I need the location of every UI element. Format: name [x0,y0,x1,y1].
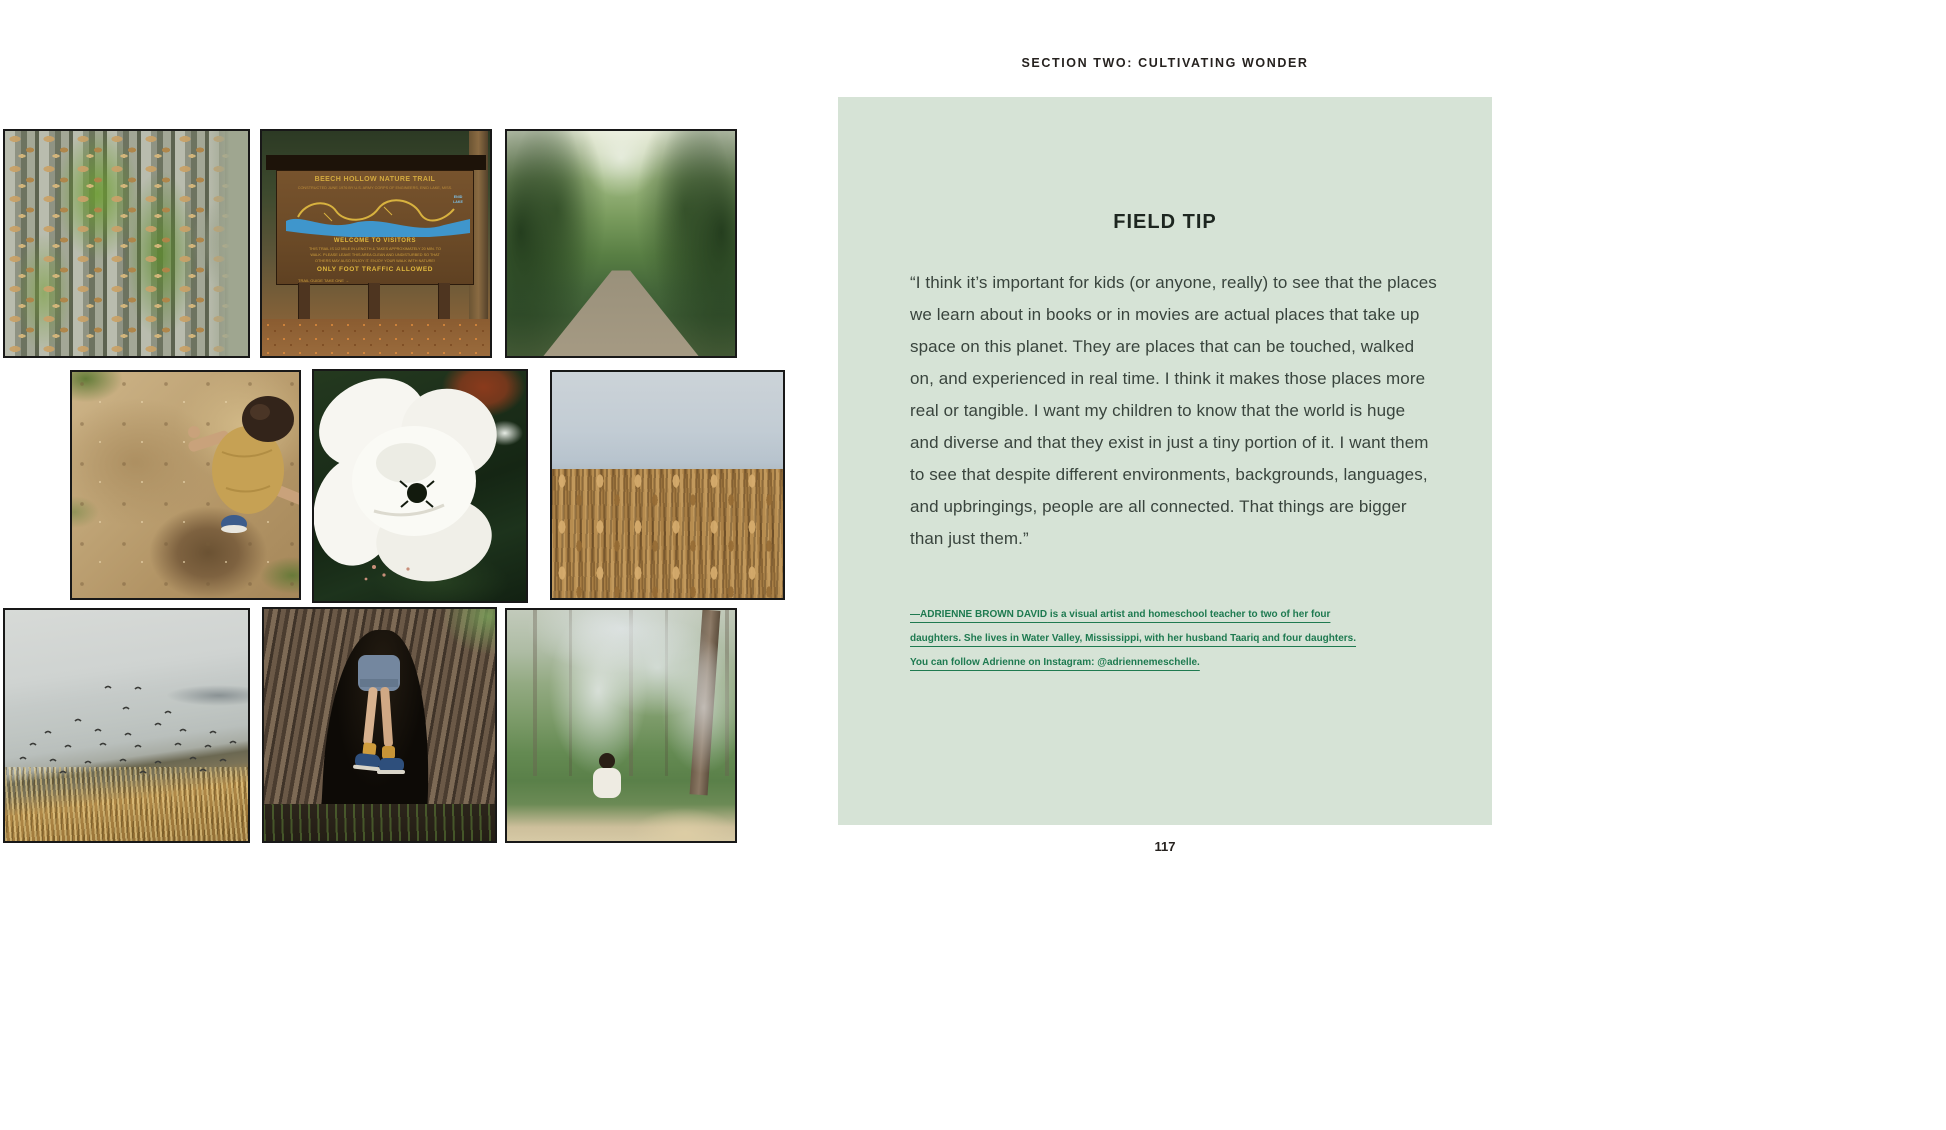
sign-body-line1: THIS TRAIL IS 1/2 MILE IN LENGTH & TAKES APPROXIMATELY 20 MIN. TO [308,247,442,251]
bird-flock-illustration [5,610,250,843]
attribution-line2: daughters. She lives in Water Valley, Mississippi, with her husband Taariq and four daughters. [910,633,1357,644]
photo-trail-sign [260,129,492,358]
photo-shore-birds [3,608,250,843]
photo-forest-path [505,129,737,358]
trail-map-illustration [284,193,470,237]
attribution [910,603,1430,675]
sign-title: BEECH HOLLOW NATURE TRAIL [314,176,436,183]
attribution-line3: You can follow Adrienne on Instagram: @adriennemeschelle. [910,657,1200,668]
sign-rule: ONLY FOOT TRAFFIC ALLOWED [316,266,434,273]
sign-body-line3: OTHERS MAY ALSO ENJOY IT. ENJOY YOUR WALK WITH NATURE! [315,259,435,263]
child-legs-illustration [330,655,430,805]
sign-lake-label: ENID LAKE [453,195,463,204]
magnolia-illustration [314,371,528,603]
sign-guide: TRAIL GUIDE TAKE ONE → [298,278,350,283]
sign-subtitle: CONSTRUCTED JUNE 1976 BY U.S. ARMY CORPS OF ENGINEERS, ENID LAKE, MISS. [297,186,453,190]
photo-magnolia-flower [312,369,528,603]
child-figure-illustration [186,392,302,552]
photo-child-digging [70,370,301,600]
sign-welcome: WELCOME TO VISITORS [333,238,417,244]
attribution-name: —ADRIENNE BROWN DAVID [910,609,1048,620]
tree-trunk-shape [690,610,721,796]
photo-tree-hollow-legs [262,607,497,843]
attribution-line1 [910,603,1430,627]
photo-bark-fungi [3,129,250,358]
sign-body-line2: WALK. PLEASE LEAVE THIS AREA CLEAN AND UNDISTURBED SO THAT [310,253,440,257]
field-tip-title: FIELD TIP [1113,211,1217,233]
leafy-ground-shape [262,319,490,356]
field-tip-panel [838,97,1492,825]
section-header: SECTION TWO: CULTIVATING WONDER [1021,56,1309,70]
gravel-path-shape [507,131,735,356]
page-number: 117 [1154,839,1176,854]
child-figure-illustration [587,752,627,802]
photo-misty-forest [505,608,737,843]
sign-roof-shape [266,155,486,170]
field-tip-quote: “I think it’s important for kids (or anyone, really) to see that the places we learn about in books or in movies are actual places that take up space on this planet. They are places that can be touched, walked on, and experienced in real time. I think it makes those places more real or tangible. I want my children to know that the world is huge and diverse and that they exist in just a tiny portion of it. I want them to see that despite different environments, backgrounds, languages, and upbringings, people are all connected. That things are bigger than just them.” [910,273,1437,548]
attribution-line1-rest: is a visual artist and homeschool teacher to two of her four [1047,609,1331,620]
reed-field-shape [552,469,783,598]
photo-golden-reeds [550,370,785,600]
